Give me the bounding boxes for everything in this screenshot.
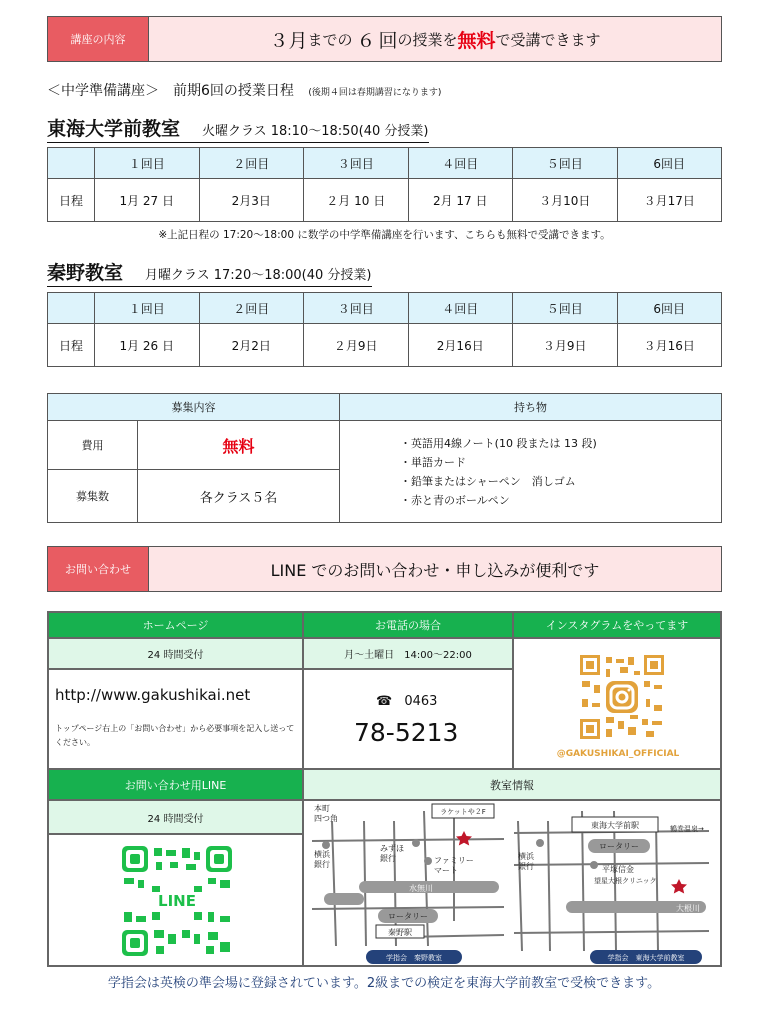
map-river-label: 水無川 <box>409 884 433 893</box>
tokai-schedule-table <box>47 147 722 222</box>
instagram-info <box>513 638 721 769</box>
free-emphasis: 無料 <box>457 29 496 52</box>
svg-text:本町: 本町 <box>314 804 330 813</box>
fee-value: 無料 <box>138 421 340 470</box>
svg-text:ロータリー: ロータリー <box>388 912 428 921</box>
table-row: 日程 1月 26 日 2月2日 ２月9日 2月16日 ３月9日 ３月16日 <box>48 324 722 367</box>
svg-text:横浜: 横浜 <box>314 850 330 859</box>
homepage-url[interactable]: http://www.gakushikai.net <box>55 686 251 704</box>
footer-note: 学指会は英検の準会場に登録されています。2級までの検定を東海大学前教室で受検できます。 <box>107 976 661 991</box>
svg-text:平塚信金: 平塚信金 <box>602 865 634 874</box>
contact-message: LINE でのお問い合わせ・申し込みが便利です <box>149 547 721 591</box>
svg-text:銀行: 銀行 <box>518 862 534 871</box>
recruit-table <box>47 393 722 523</box>
svg-text:望星大根クリニック: 望星大根クリニック <box>594 877 657 885</box>
map-header: 教室情報 <box>303 769 721 800</box>
phone-header: お電話の場合 <box>303 612 513 638</box>
table-row: 日程 1月 27 日 2月3日 ２月 10 日 2月 17 日 ３月10日 ３月17日 <box>48 179 722 222</box>
phone-icon: ☎ <box>376 694 393 709</box>
instagram-handle[interactable]: @GAKUSHIKAI_OFFICIAL <box>556 749 680 759</box>
svg-text:横浜: 横浜 <box>518 852 534 861</box>
svg-text:ファミリー: ファミリー <box>434 856 474 865</box>
classroom-marker-icon <box>671 879 687 894</box>
svg-text:鶴巻温泉→: 鶴巻温泉→ <box>670 825 704 833</box>
phone-hours: 月～土曜日 14:00～22:00 <box>303 638 513 669</box>
course-message: ３ 月 までの ６ 回 の授業を 無料 で受講できます <box>149 17 721 61</box>
svg-text:ロータリー: ロータリー <box>599 842 639 851</box>
svg-text:みずほ: みずほ <box>380 844 404 853</box>
tokai-note: ※上記日程の 17:20～18:00 に数学の中学準備講座を行います、こちらも無料で受講できます。 <box>158 229 611 241</box>
homepage-hours: 24 時間受付 <box>48 638 303 669</box>
svg-text:銀行: 銀行 <box>380 854 396 863</box>
hadano-map-caption: 学指会 秦野教室 <box>386 954 442 962</box>
contact-grid <box>47 611 722 967</box>
table-row: 費用 無料 ・英語用4線ノート(10 段または 13 段) ・単語カード ・鉛筆またはシャーペン 消しゴム ・赤と青のボールペン <box>48 421 722 470</box>
svg-text:秦野駅: 秦野駅 <box>388 928 412 937</box>
line-hours: 24 時間受付 <box>48 800 303 834</box>
table-header-row: １回目 ２回目 ３回目 ４回目 ５回目 6回目 <box>48 148 722 179</box>
table-row: 募集数 各クラス５名 <box>48 470 722 523</box>
course-banner <box>47 16 722 62</box>
svg-text:東海大学前駅: 東海大学前駅 <box>591 821 639 830</box>
access-map <box>304 801 720 965</box>
classroom-marker-icon <box>456 831 472 846</box>
intro-heading: ＜中学準備講座＞ 前期6回の授業日程 (後期４回は春期講習になります) <box>47 83 442 99</box>
homepage-info <box>48 669 303 769</box>
tokai-class-title: 東海大学前教室 火曜クラス 18:10～18:50(40 分授業) <box>47 114 429 143</box>
table-header-row: 募集内容 持ち物 <box>48 394 722 421</box>
course-tag: 講座の内容 <box>48 17 149 61</box>
intro-note: (後期４回は春期講習になります) <box>308 88 442 98</box>
phone-info <box>303 669 513 769</box>
line-header: お問い合わせ用LINE <box>48 769 303 800</box>
contact-tag: お問い合わせ <box>48 547 149 591</box>
instagram-qr-code[interactable] <box>580 655 664 739</box>
phone-area-code: 0463 <box>404 694 438 709</box>
table-header-row: １回目 ２回目 ３回目 ４回目 ５回目 6回目 <box>48 293 722 324</box>
svg-text:大根川: 大根川 <box>676 904 700 913</box>
svg-text:銀行: 銀行 <box>314 860 330 869</box>
phone-number[interactable]: 78-5213 <box>354 718 459 747</box>
hadano-class-title: 秦野教室 月曜クラス 17:20～18:00(40 分授業) <box>47 258 372 287</box>
tokai-map-caption: 学指会 東海大学前教室 <box>607 954 685 962</box>
line-info <box>48 834 303 966</box>
map-area <box>303 800 721 966</box>
contact-banner <box>47 546 722 592</box>
instagram-header: インスタグラムをやってます <box>513 612 721 638</box>
hadano-schedule-table <box>47 292 722 367</box>
belongings-list: ・英語用4線ノート(10 段または 13 段) ・単語カード ・鉛筆またはシャーペン 消しゴム ・赤と青のボールペン <box>340 421 722 523</box>
homepage-note: トップページ右上の「お問い合わせ」から必要事項を記入し送ってください。 <box>55 724 295 747</box>
svg-text:四つ角: 四つ角 <box>314 814 338 823</box>
svg-text:ラケットや２F: ラケットや２F <box>440 808 486 816</box>
line-logo-text: LINE <box>158 892 196 910</box>
homepage-header: ホームページ <box>48 612 303 638</box>
line-qr-code[interactable] <box>122 846 232 956</box>
svg-text:マート: マート <box>434 866 458 875</box>
